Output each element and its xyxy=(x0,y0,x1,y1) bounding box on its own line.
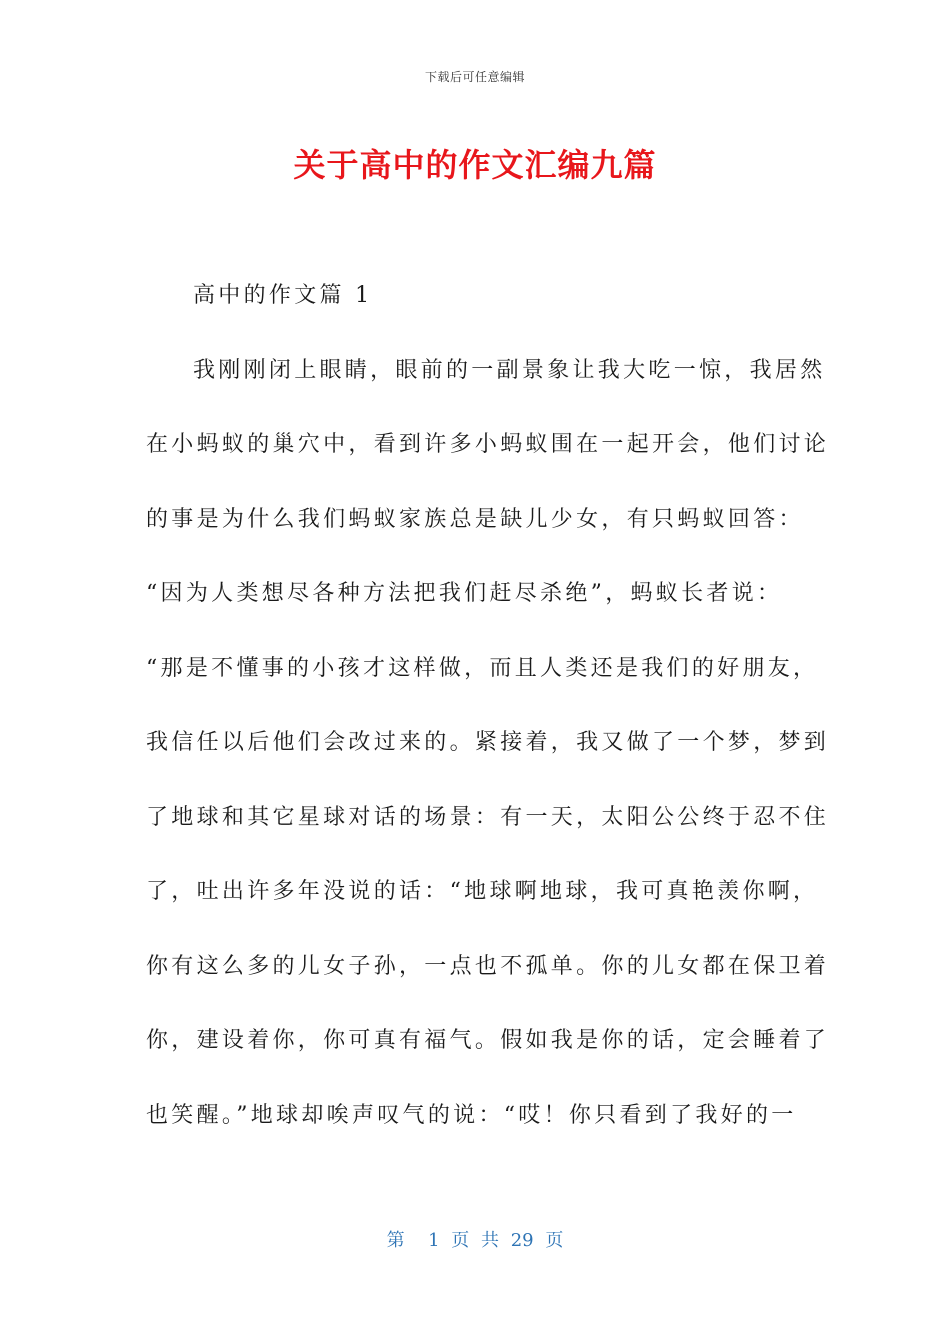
paragraph-line: 了地球和其它星球对话的场景：有一天，太阳公公终于忍不住 xyxy=(146,804,830,830)
paragraph-line: 你，建设着你，你可真有福气。假如我是你的话，定会睡着了 xyxy=(146,1028,830,1053)
paragraph-line: “因为人类想尽各种方法把我们赶尽杀绝”，蚂蚁长者说： xyxy=(146,581,783,606)
page-number-footer: 第 1 页 共 29 页 xyxy=(386,1230,564,1251)
paragraph-line: 我信任以后他们会改过来的。紧接着，我又做了一个梦，梦到 xyxy=(146,730,830,755)
document-title: 关于高中的作文汇编九篇 xyxy=(293,146,657,184)
header-note: 下载后可任意编辑 xyxy=(424,70,525,84)
paragraph-line: 了，吐出许多年没说的话：“地球啊地球，我可真艳羡你啊， xyxy=(146,879,819,904)
paragraph-line: 你有这么多的儿女子孙，一点也不孤单。你的儿女都在保卫着 xyxy=(146,953,830,979)
paragraph-line: “那是不懂事的小孩才这样做，而且人类还是我们的好朋友， xyxy=(146,655,819,681)
paragraph-line: 也笑醒。”地球却唉声叹气的说：“哎！你只看到了我好的一 xyxy=(146,1102,797,1128)
section-heading: 高中的作文篇 1 xyxy=(193,283,373,308)
paragraph-line: 的事是为什么我们蚂蚁家族总是缺儿少女，有只蚂蚁回答： xyxy=(146,506,804,532)
document-body xyxy=(146,268,830,1162)
paragraph-line: 在小蚂蚁的巢穴中，看到许多小蚂蚁围在一起开会，他们讨论 xyxy=(146,432,830,457)
paragraph-line: 我刚刚闭上眼睛，眼前的一副景象让我大吃一惊，我居然 xyxy=(193,357,826,383)
